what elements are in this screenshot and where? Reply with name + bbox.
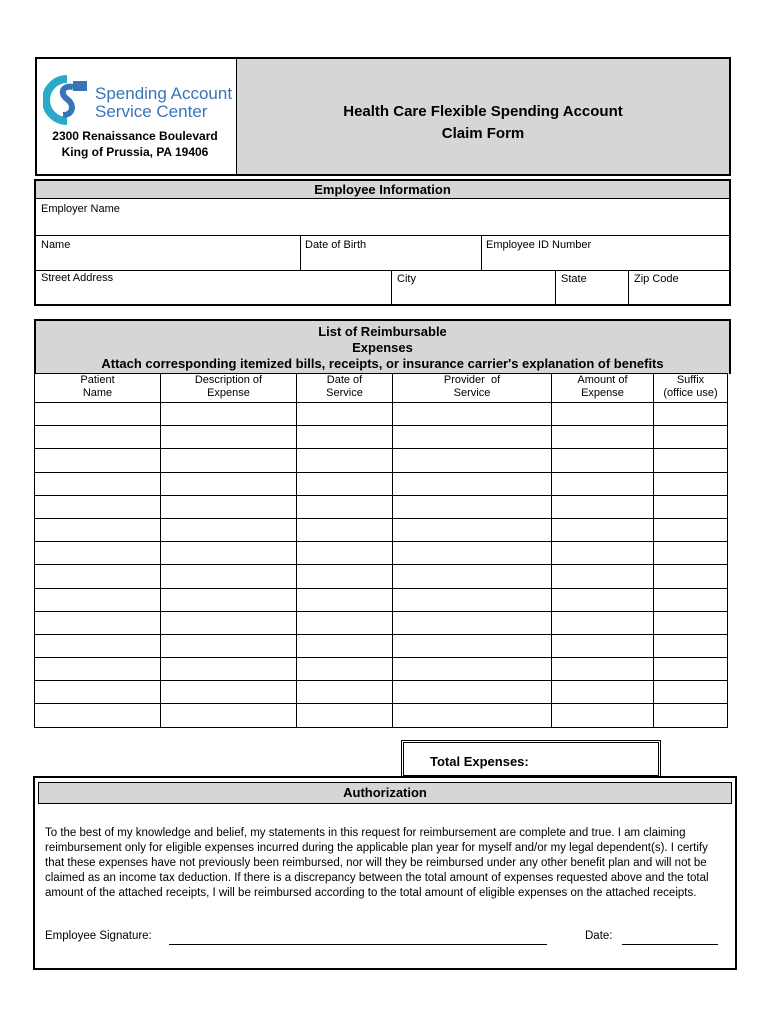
provider-cell[interactable] (393, 611, 552, 634)
amount-cell[interactable] (552, 542, 654, 565)
date-label: Date: (585, 930, 613, 942)
column-header-description: Description of Expense (161, 374, 297, 403)
expenses-instructions: Attach corresponding itemized bills, receipts, or insurance carrier's explanation of benefits (101, 356, 664, 371)
table-row (35, 403, 728, 426)
provider-cell[interactable] (393, 704, 552, 727)
state-field[interactable] (556, 271, 628, 304)
amount-cell[interactable] (552, 634, 654, 657)
date-of-service-cell[interactable] (297, 565, 393, 588)
logo-cell (37, 59, 237, 174)
expenses-header (34, 319, 731, 374)
name-label: Name (41, 239, 71, 251)
patient-name-cell[interactable] (35, 403, 161, 426)
name-field[interactable] (36, 236, 300, 270)
table-row (35, 542, 728, 565)
patient-name-cell[interactable] (35, 658, 161, 681)
date-line[interactable] (622, 929, 718, 945)
column-header-date-of-service: Date of Service (297, 374, 393, 403)
provider-cell[interactable] (393, 472, 552, 495)
table-row (35, 426, 728, 449)
column-header-amount: Amount of Expense (552, 374, 654, 403)
description-cell[interactable] (161, 634, 297, 657)
employee-id-label: Employee ID Number (486, 239, 592, 251)
form-title-line-2: Claim Form (441, 125, 525, 142)
total-expenses-label: Total Expenses: (430, 754, 529, 769)
date-of-service-cell[interactable] (297, 704, 393, 727)
form-title-line-1: Health Care Flexible Spending Account (343, 103, 623, 120)
amount-cell[interactable] (552, 658, 654, 681)
company-logo-icon (43, 75, 91, 127)
table-row (35, 449, 728, 472)
suffix-cell[interactable] (654, 518, 728, 541)
patient-name-cell[interactable] (35, 426, 161, 449)
expenses-table (34, 373, 728, 728)
provider-cell[interactable] (393, 658, 552, 681)
description-cell[interactable] (161, 495, 297, 518)
form-header (35, 57, 731, 176)
zip-field[interactable] (629, 271, 729, 304)
zip-label: Zip Code (634, 273, 679, 285)
title-cell (237, 59, 729, 174)
expenses-title-line-2: Expenses (352, 340, 413, 355)
total-expenses-box[interactable] (401, 740, 661, 778)
provider-cell[interactable] (393, 542, 552, 565)
patient-name-cell[interactable] (35, 565, 161, 588)
patient-name-cell[interactable] (35, 472, 161, 495)
date-of-service-cell[interactable] (297, 542, 393, 565)
employee-info-section (34, 179, 731, 306)
provider-cell[interactable] (393, 426, 552, 449)
table-row (35, 704, 728, 727)
amount-cell[interactable] (552, 611, 654, 634)
logo-line-2: Service Center (95, 102, 208, 121)
suffix-cell[interactable] (654, 403, 728, 426)
patient-name-cell[interactable] (35, 542, 161, 565)
date-of-service-cell[interactable] (297, 681, 393, 704)
description-cell[interactable] (161, 472, 297, 495)
amount-cell[interactable] (552, 518, 654, 541)
expenses-column-headers (35, 374, 728, 403)
description-cell[interactable] (161, 681, 297, 704)
description-cell[interactable] (161, 565, 297, 588)
suffix-cell[interactable] (654, 565, 728, 588)
date-of-service-cell[interactable] (297, 495, 393, 518)
description-cell[interactable] (161, 449, 297, 472)
street-label: Street Address (41, 272, 114, 284)
patient-name-cell[interactable] (35, 704, 161, 727)
dob-label: Date of Birth (305, 239, 367, 251)
employer-name-label: Employer Name (41, 203, 120, 215)
signature-line[interactable] (169, 929, 547, 945)
suffix-cell[interactable] (654, 611, 728, 634)
amount-cell[interactable] (552, 588, 654, 611)
city-field[interactable] (392, 271, 555, 304)
amount-cell[interactable] (552, 449, 654, 472)
amount-cell[interactable] (552, 681, 654, 704)
table-row (35, 495, 728, 518)
amount-cell[interactable] (552, 472, 654, 495)
suffix-cell[interactable] (654, 542, 728, 565)
amount-cell[interactable] (552, 426, 654, 449)
suffix-cell[interactable] (654, 472, 728, 495)
table-row (35, 518, 728, 541)
date-of-service-cell[interactable] (297, 518, 393, 541)
table-row (35, 681, 728, 704)
description-cell[interactable] (161, 426, 297, 449)
date-of-service-cell[interactable] (297, 449, 393, 472)
amount-cell[interactable] (552, 704, 654, 727)
date-of-service-cell[interactable] (297, 426, 393, 449)
provider-cell[interactable] (393, 588, 552, 611)
expenses-rows (35, 403, 728, 728)
suffix-cell[interactable] (654, 588, 728, 611)
amount-cell[interactable] (552, 403, 654, 426)
date-of-service-cell[interactable] (297, 658, 393, 681)
date-of-service-cell[interactable] (297, 588, 393, 611)
column-header-patient-name: Patient Name (35, 374, 161, 403)
patient-name-cell[interactable] (35, 681, 161, 704)
expenses-title-line-1: List of Reimbursable (318, 324, 447, 339)
amount-cell[interactable] (552, 565, 654, 588)
description-cell[interactable] (161, 704, 297, 727)
address-line-2: King of Prussia, PA 19406 (61, 145, 209, 159)
street-field[interactable] (36, 271, 391, 304)
description-cell[interactable] (161, 542, 297, 565)
suffix-cell[interactable] (654, 681, 728, 704)
suffix-cell[interactable] (654, 426, 728, 449)
description-cell[interactable] (161, 403, 297, 426)
provider-cell[interactable] (393, 634, 552, 657)
employee-info-title: Employee Information (36, 181, 729, 199)
patient-name-cell[interactable] (35, 588, 161, 611)
date-of-service-cell[interactable] (297, 472, 393, 495)
description-cell[interactable] (161, 518, 297, 541)
column-header-suffix: Suffix (office use) (654, 374, 728, 403)
patient-name-cell[interactable] (35, 634, 161, 657)
provider-cell[interactable] (393, 403, 552, 426)
table-row (35, 634, 728, 657)
patient-name-cell[interactable] (35, 449, 161, 472)
date-of-service-cell[interactable] (297, 634, 393, 657)
amount-cell[interactable] (552, 495, 654, 518)
provider-cell[interactable] (393, 565, 552, 588)
signature-label: Employee Signature: (45, 930, 152, 942)
suffix-cell[interactable] (654, 449, 728, 472)
table-row (35, 658, 728, 681)
employee-id-field[interactable] (482, 236, 729, 270)
city-label: City (397, 273, 416, 285)
table-row (35, 588, 728, 611)
suffix-cell[interactable] (654, 704, 728, 727)
address-line-1: 2300 Renaissance Boulevard (52, 129, 218, 143)
provider-cell[interactable] (393, 681, 552, 704)
suffix-cell[interactable] (654, 495, 728, 518)
date-of-service-cell[interactable] (297, 403, 393, 426)
authorization-title: Authorization (38, 782, 732, 804)
logo-line-1: Spending Account (95, 84, 233, 103)
suffix-cell[interactable] (654, 658, 728, 681)
patient-name-cell[interactable] (35, 495, 161, 518)
table-row (35, 472, 728, 495)
date-of-service-cell[interactable] (297, 611, 393, 634)
patient-name-cell[interactable] (35, 611, 161, 634)
provider-cell[interactable] (393, 449, 552, 472)
authorization-text: To the best of my knowledge and belief, my statements in this request for reimbursement are complete and true. I am claiming reimbursement only for eligible expenses incurred during the applicable plan year for myself and/or my legal dependent(s). I certify that these expenses have not previously been reimbursed, nor will they be reimbursed under any other benefit plan and will not be claimed as an income tax deduction. If there is a discrepancy between the total amount of expenses requested above and the total amount of the attached receipts, I will be reimbursed according to the total amount of eligible expenses on the attached receipts. (45, 827, 709, 899)
column-header-provider: Provider of Service (393, 374, 552, 403)
authorization-section (33, 776, 737, 970)
state-label: State (561, 273, 587, 285)
description-cell[interactable] (161, 611, 297, 634)
table-row (35, 611, 728, 634)
provider-cell[interactable] (393, 518, 552, 541)
suffix-cell[interactable] (654, 634, 728, 657)
description-cell[interactable] (161, 588, 297, 611)
description-cell[interactable] (161, 658, 297, 681)
provider-cell[interactable] (393, 495, 552, 518)
patient-name-cell[interactable] (35, 518, 161, 541)
dob-field[interactable] (301, 236, 481, 270)
table-row (35, 565, 728, 588)
employer-name-field[interactable] (36, 199, 729, 235)
